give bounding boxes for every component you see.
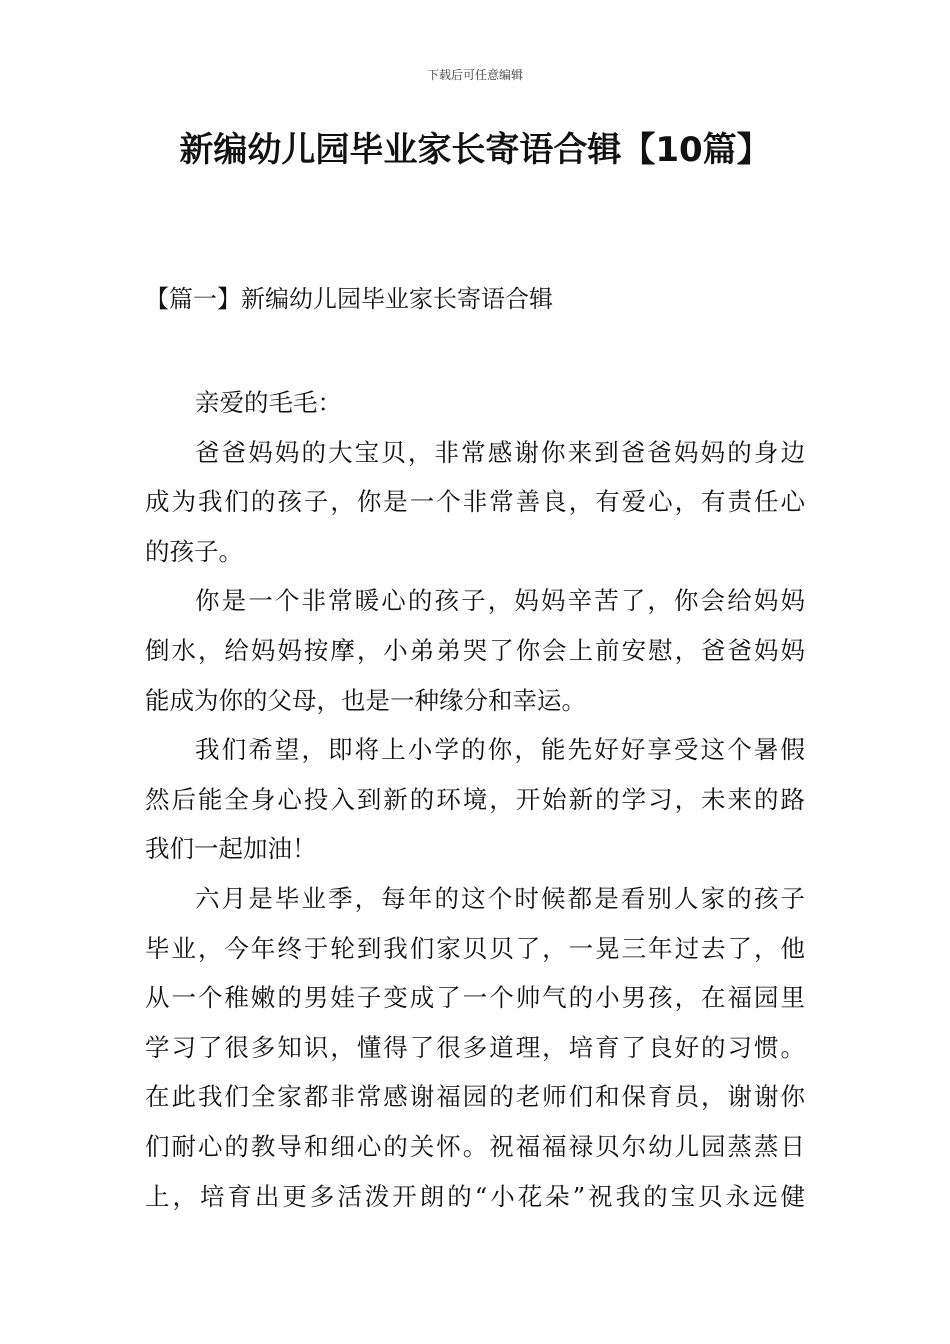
paragraph-line: 我们希望，即将上小学的你，能先好好享受这个暑假 xyxy=(195,735,805,765)
paragraph-salutation xyxy=(145,378,805,428)
paragraph-line: 的孩子。 xyxy=(145,536,243,566)
paragraph xyxy=(145,576,805,725)
paragraph-line: 毕业，今年终于轮到我们家贝贝了，一晃三年过去了，他 xyxy=(145,933,805,963)
paragraph-line: 从一个稚嫩的男娃子变成了一个帅气的小男孩，在福园里 xyxy=(145,983,805,1013)
paragraph-line: 们耐心的教导和细心的关怀。祝福福禄贝尔幼儿园蒸蒸日 xyxy=(145,1131,805,1161)
paragraph-line: 亲爱的毛毛： xyxy=(195,388,342,417)
paragraph-line: 在此我们全家都非常感谢福园的老师们和保育员，谢谢你 xyxy=(145,1082,805,1112)
paragraph-line: 你是一个非常暖心的孩子，妈妈辛苦了，你会给妈妈 xyxy=(195,586,805,616)
document-title: 新编幼儿园毕业家长寄语合辑【10篇】 xyxy=(179,130,771,170)
paragraph-line: 然后能全身心投入到新的环境，开始新的学习，未来的路 xyxy=(145,784,805,814)
section-heading: 【篇一】新编幼儿园毕业家长寄语合辑 xyxy=(145,285,553,313)
paragraph-line: 六月是毕业季，每年的这个时候都是看别人家的孩子 xyxy=(195,883,805,913)
paragraph-line: 成为我们的孩子，你是一个非常善良，有爱心，有责任心 xyxy=(145,487,805,517)
paragraph-line: 学习了很多知识，懂得了很多道理，培育了良好的习惯。 xyxy=(145,1032,805,1062)
paragraph-line: 倒水，给妈妈按摩，小弟弟哭了你会上前安慰，爸爸妈妈 xyxy=(145,635,805,665)
paragraph xyxy=(145,725,805,874)
header-note: 下载后可任意编辑 xyxy=(426,68,523,82)
paragraph-line: 上，培育出更多活泼开朗的“小花朵”祝我的宝贝永远健 xyxy=(145,1181,805,1211)
paragraph xyxy=(145,874,805,1221)
paragraph-line: 爸爸妈妈的大宝贝，非常感谢你来到爸爸妈妈的身边 xyxy=(195,437,805,467)
paragraph xyxy=(145,428,805,577)
document-body xyxy=(145,378,805,1221)
paragraph-line: 我们一起加油！ xyxy=(145,834,317,864)
paragraph-line: 能成为你的父母，也是一种缘分和幸运。 xyxy=(145,685,586,715)
